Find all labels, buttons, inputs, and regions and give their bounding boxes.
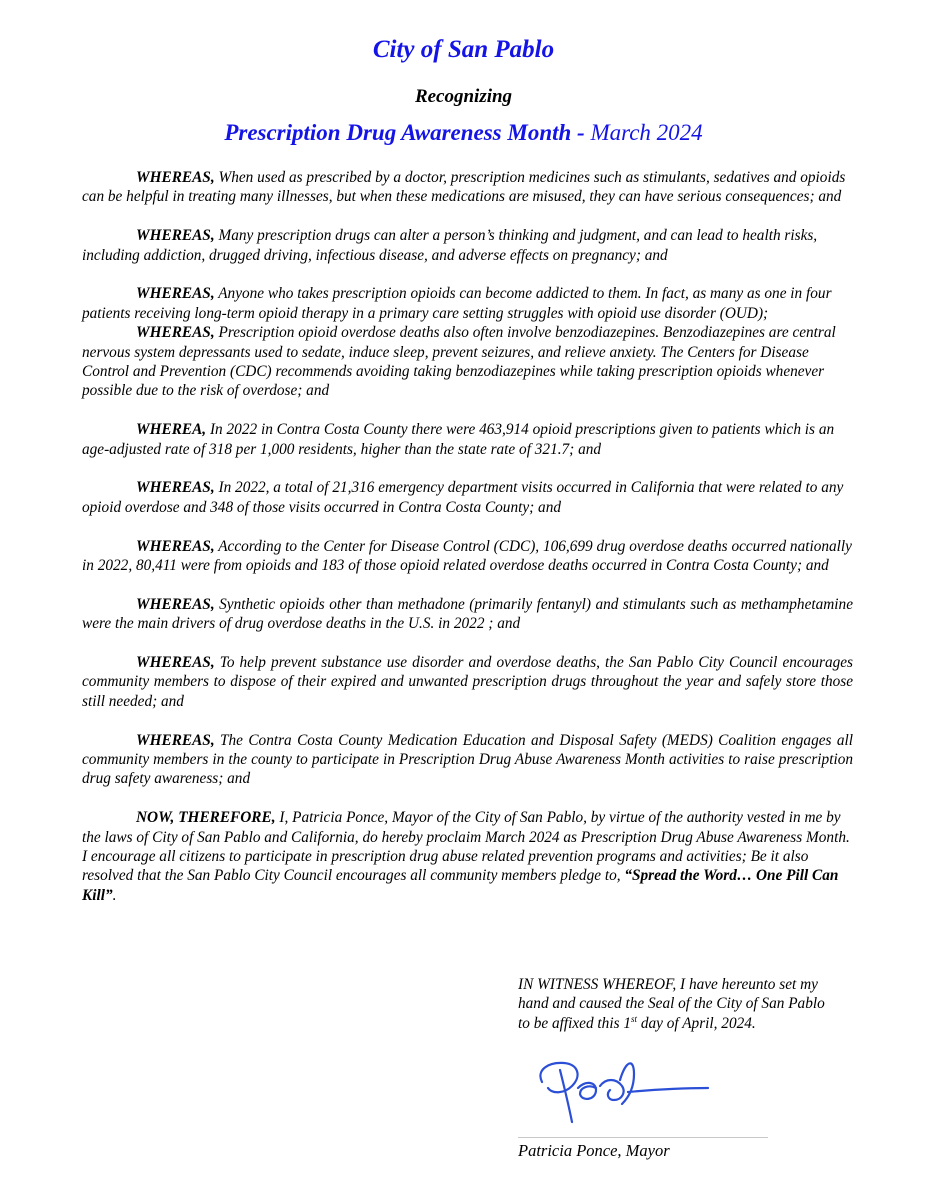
signature-line — [518, 1137, 768, 1138]
whereas-paragraph-10: WHEREAS, The Contra Costa County Medication Education and Disposal Safety (MEDS) Coalition engages all community members in the county to participate in Prescription Drug Abuse Awareness Month activities to raise prescription drug safety awareness; and — [82, 731, 853, 788]
now-therefore-paragraph: NOW, THEREFORE, I, Patricia Ponce, Mayor of the City of San Pablo, by virtue of the authority vested in me by the laws of City of San Pablo and California, do hereby proclaim March 2024 as Prescription Drug Abuse Awareness Month. I encourage all citizens to participate in prescription drug abuse related prevention programs and activities; Be it also resolved that the San Pablo City Council encourages all community members pledge to, “Spread the Word… One Pill Can Kill”. — [82, 809, 850, 904]
title-main: Prescription Drug Awareness Month - — [224, 120, 591, 145]
slogan: “Spread the Word… One Pill Can Kill” — [82, 867, 839, 904]
witness-line-3: to be affixed this 1st day of April, 2024. — [518, 1013, 756, 1032]
witness-line-2: hand and caused the Seal of the City of San Pablo — [518, 995, 825, 1013]
whereas-paragraph-2: WHEREAS, Many prescription drugs can alter a person’s thinking and judgment, and can lead to health risks, including addiction, drugged driving, infectious disease, and adverse effects on pregnancy; and — [82, 227, 818, 264]
mayor-signature — [530, 1050, 720, 1130]
witness-block — [518, 975, 878, 1033]
whereas-paragraph-6: WHEREAS, In 2022, a total of 21,316 emergency department visits occurred in California that were related to any opioid overdose and 348 of those visits occurred in Contra Costa County; and — [82, 479, 844, 516]
recognizing-heading: Recognizing — [414, 86, 513, 107]
whereas-paragraph-5: WHEREA, In 2022 in Contra Costa County there were 463,914 opioid prescriptions given to patients which is an age-adjusted rate of 318 per 1,000 residents, higher than the state rate of 321.7; and — [82, 421, 835, 458]
signatory-name: Patricia Ponce, Mayor — [518, 1141, 670, 1160]
witness-line-1: IN WITNESS WHEREOF, I have hereunto set my — [518, 976, 818, 993]
proclamation-title — [0, 120, 927, 146]
proclamation-body — [82, 168, 853, 905]
whereas-paragraph-1: WHEREAS, When used as prescribed by a doctor, prescription medicines such as stimulants, sedatives and opioids can be helpful in treating many illnesses, but when these medications are misused, they can have serious consequences; and — [82, 169, 846, 206]
whereas-paragraph-9: WHEREAS, To help prevent substance use disorder and overdose deaths, the San Pablo City Council encourages community members to dispose of their expired and unwanted prescription drugs throughout the year and safely store those still needed; and — [82, 654, 853, 710]
whereas-paragraph-4: WHEREAS, Prescription opioid overdose deaths also often involve benzodiazepines. Benzodiazepines are central nervous system depressants used to sedate, induce sleep, prevent seizures, and relieve anxiety. The Centers for Disease Control and Prevention (CDC) recommends avoiding taking benzodiazepines while taking prescription opioids whenever possible due to the risk of overdose; and — [82, 324, 836, 400]
whereas-paragraph-8: WHEREAS, Synthetic opioids other than methadone (primarily fentanyl) and stimulants such as methamphetamine were the main drivers of drug overdose deaths in the U.S. in 2022 ; and — [82, 595, 853, 633]
whereas-paragraph-7: WHEREAS, According to the Center for Disease Control (CDC), 106,699 drug overdose deaths occurred nationally in 2022, 80,411 were from opioids and 183 of those opioid related overdose deaths occurred in Contra Costa County; and — [82, 537, 852, 575]
title-month: March 2024 — [590, 120, 703, 145]
whereas-paragraph-3: WHEREAS, Anyone who takes prescription opioids can become addicted to them. In fact, as many as one in four patients receiving long-term opioid therapy in a primary care setting struggles with opioid use disorder (OUD); — [82, 285, 832, 322]
city-heading: City of San Pablo — [372, 36, 555, 63]
